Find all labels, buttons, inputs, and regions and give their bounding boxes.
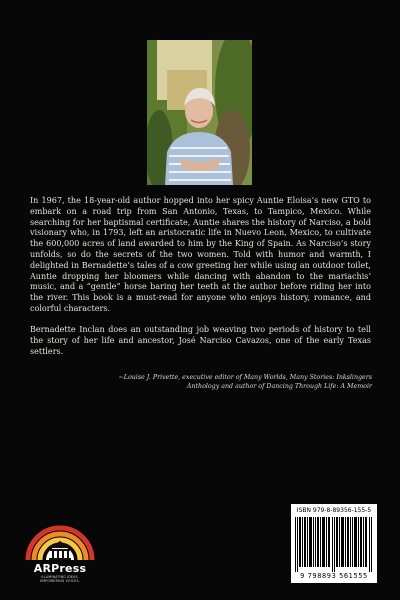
attribution-book: Dancing Through Life: A Memoir	[266, 382, 372, 390]
book-blurb: In 1967, the 18-year-old author hopped into her spicy Auntie Eloisa’s new GTO to embark on a road trip from San Antonio, Texas, to Tampico, Mexico. While searching for her baptismal certificate, Auntie shares the history of Narciso, a bold visionary who, in 1793, left an aristocratic life in Nuevo Leon, Mexico, to cultivate the 600,000 acres of land awarded to him by the King of Spain. As Narciso’s story unfolds, so do the secrets of the two women. Told with humor and warmth, I delighted in Bernadette’s tales of a cow greeting her while using an outdoor toilet, Auntie dropping her bloomers while dancing with abandon to the mariachis’ music, and a “gentle” horse baring her teeth at the author before riding her into the river. This book is a must-read for anyone who enjoys history, romance, and colorful characters.	[30, 196, 371, 313]
isbn-label: ISBN 979-8-89356-155-5	[296, 507, 372, 514]
publisher-tagline-1: ILLUMINATING IDEAS.	[41, 575, 79, 579]
publisher-tagline	[26, 576, 94, 584]
isbn-barcode	[291, 504, 377, 583]
attribution-title-cont: Anthology	[186, 382, 220, 390]
review-attribution	[80, 374, 372, 391]
publisher-logo-icon	[22, 508, 98, 568]
attribution-prefix: ~Louise J. Privette, executive editor of	[118, 374, 244, 381]
barcode-digits: 9 798893 561555	[300, 572, 368, 580]
attribution-title: Many Worlds, Many Stories: Inkslingers	[243, 374, 372, 381]
author-photo	[147, 40, 252, 185]
publisher-name: ARPress	[33, 562, 87, 575]
attribution-middle: and author of	[219, 382, 267, 390]
review-quote: Bernadette Inclan does an outstanding job weaving two periods of history to tell the story of her life and ancestor, José Narciso Cavazos, one of the early Texas settlers.	[30, 325, 371, 356]
barcode-bars	[295, 517, 373, 572]
publisher-tagline-2: EMPOWERING VOICES.	[40, 578, 80, 583]
